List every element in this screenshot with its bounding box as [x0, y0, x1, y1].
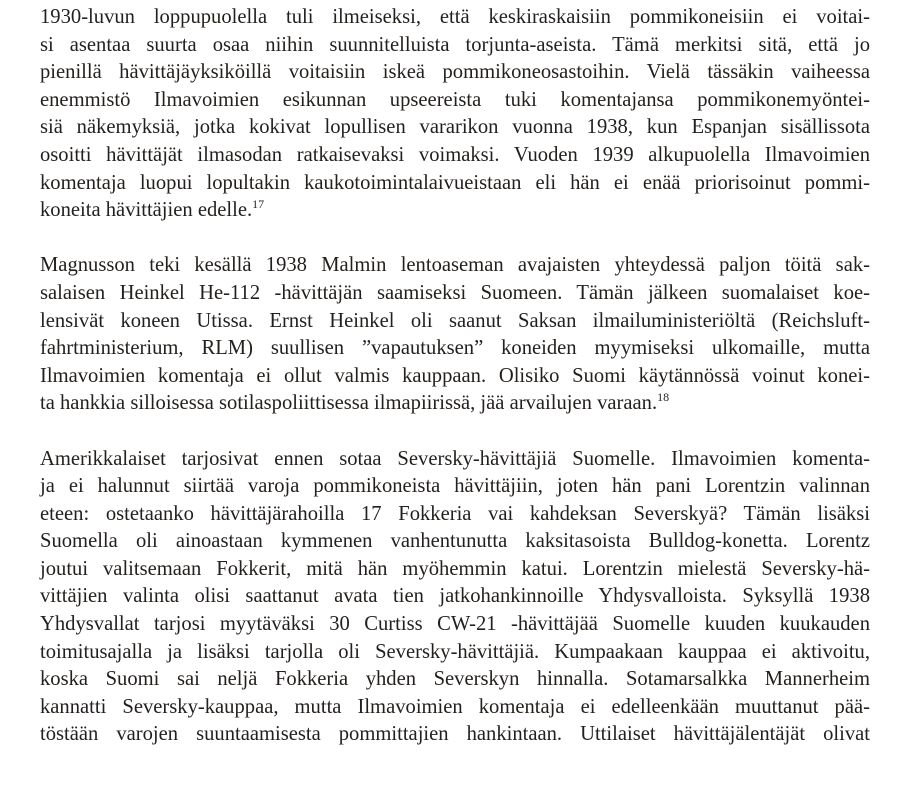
text-line: salaisen Heinkel He-112 -hävittäjän saamiseksi Suomeen. Tämän jälkeen suomalaiset koe-: [40, 281, 870, 304]
text-line: Ilmavoimien komentaja ei ollut valmis kauppaan. Olisiko Suomi käytännössä voinut konei-: [40, 364, 870, 387]
text-line: lensivät koneen Utissa. Ernst Heinkel oli saanut Saksan ilmailuministeriöltä (Reichsluft-: [40, 309, 870, 332]
paragraph-3: [40, 446, 870, 750]
text-line: töstään varojen suuntaamisesta pommittajien hankintaan. Uttilaiset hävittäjälentäjät olivat: [40, 723, 870, 746]
document-page: [40, 4, 870, 777]
text-line: eteen: ostetaanko hävittäjärahoilla 17 Fokkeria vai kahdeksan Severskyä? Tämän lisäksi: [40, 502, 870, 525]
text-line: komentaja luopui lopultakin kaukotoimintalaivueistaan eli hän ei enää priorisoinut pommi-: [40, 171, 870, 194]
text-line: Suomella oli ainoastaan kymmenen vanhentunutta kaksitasoista Bulldog-konetta. Lorentz: [40, 530, 870, 553]
paragraph-1: [40, 4, 870, 225]
text-line: Amerikkalaiset tarjosivat ennen sotaa Seversky-hävittäjiä Suomelle. Ilmavoimien komenta-: [40, 447, 870, 470]
text-line: toimitusajalla ja lisäksi tarjolla oli Seversky-hävittäjiä. Kumpaakaan kauppaa ei aktivoitu,: [40, 640, 870, 663]
text-line: Yhdysvallat tarjosi myytäväksi 30 Curtiss CW-21 -hävittäjää Suomelle kuuden kuukauden: [40, 613, 870, 636]
text-line-content: koneita hävittäjien edelle.: [40, 199, 253, 222]
text-line: koska Suomi sai neljä Fokkeria yhden Severskyn hinnalla. Sotamarsalkka Mannerheim: [40, 668, 870, 691]
footnote-ref-17[interactable]: 17: [252, 197, 265, 212]
text-line: siä näkemyksiä, jotka kokivat lopullisen vararikon vuonna 1938, kun Espanjan sisällissota: [40, 116, 870, 139]
text-line: joutui valitsemaan Fokkerit, mitä hän myöhemmin katui. Lorentzin mielestä Seversky-hä-: [40, 557, 870, 580]
text-line: si asentaa suurta osaa niihin suunnitelluista torjunta-aseista. Tämä merkitsi sitä, että jo: [40, 33, 870, 56]
text-line-content: ta hankkia silloisessa sotilaspoliittisessa ilmapiirissä, jää arvailujen varaan.: [40, 392, 658, 415]
text-line: osoitti hävittäjät ilmasodan ratkaisevaksi voimaksi. Vuoden 1939 alkupuolella Ilmavoimien: [40, 143, 870, 166]
text-line: enemmistö Ilmavoimien esikunnan upseereista tuki komentajansa pommikonemyöntei-: [40, 88, 870, 111]
text-line: kannatti Seversky-kauppaa, mutta Ilmavoimien komentaja ei edelleenkään muuttanut pää-: [40, 695, 870, 718]
text-line: Magnusson teki kesällä 1938 Malmin lentoaseman avajaisten yhteydessä paljon töitä sak-: [40, 254, 870, 277]
text-line-last: [40, 390, 870, 418]
paragraph-2: [40, 252, 870, 418]
text-line: fahrtministerium, RLM) suullisen ”vapautuksen” koneiden myymiseksi ulkomaille, mutta: [40, 337, 870, 360]
text-line: ja ei halunnut siirtää varoja pommikoneista hävittäjiin, joten hän pani Lorentzin valinnan: [40, 475, 870, 498]
text-line: vittäjien valinta olisi saattanut avata tien jatkohankinnoille Yhdysvalloista. Syksyllä 1938: [40, 585, 870, 608]
text-line-last: [40, 197, 870, 225]
text-line: pienillä hävittäjäyksiköillä voitaisiin iskeä pommikoneosastoihin. Vielä tässäkin vaiheessa: [40, 61, 870, 84]
footnote-ref-18[interactable]: 18: [657, 390, 670, 405]
text-line: 1930-luvun loppupuolella tuli ilmeiseksi, että keskiraskaisiin pommikoneisiin ei voitai-: [40, 6, 870, 28]
